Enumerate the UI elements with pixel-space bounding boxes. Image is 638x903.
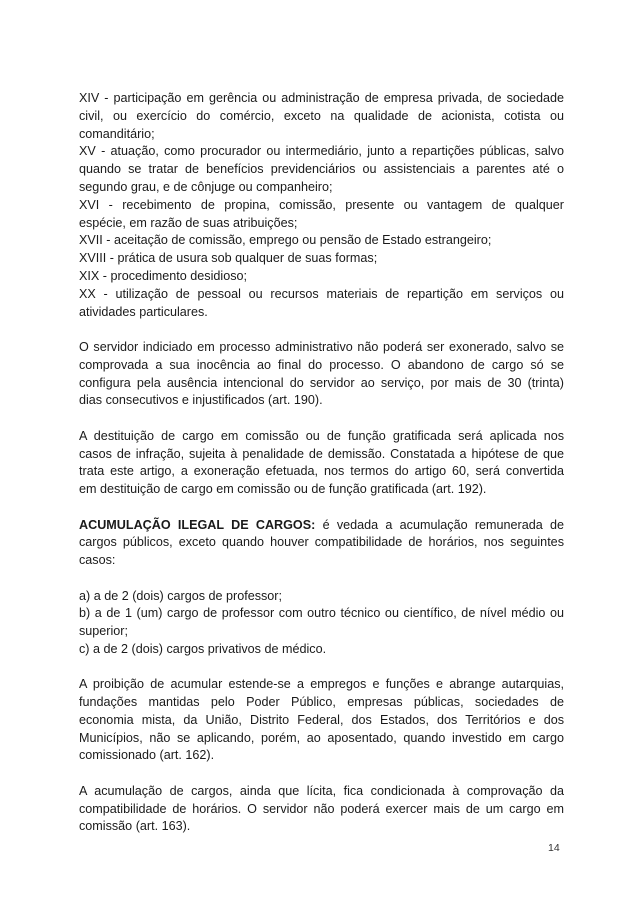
paragraph-exoneracao [79, 339, 564, 410]
text-line: casos: [79, 553, 116, 568]
text-line: O servidor indiciado em processo administrativo não poderá ser exonerado, salvo se [79, 339, 564, 354]
paragraph-destituicao [79, 428, 564, 499]
text-line: economia mista, da União, Distrito Federal, dos Estados, dos Territórios e dos [79, 712, 564, 727]
text-line: XV - atuação, como procurador ou intermediário, junto a repartições públicas, salvo [79, 144, 564, 159]
paragraph-casos [79, 588, 564, 659]
text-line: fundações mantidas pelo Poder Público, empresas públicas, sociedades de [79, 695, 564, 710]
list-item: b) a de 1 (um) cargo de professor com outro técnico ou científico, de nível médio ou [79, 606, 564, 621]
section-heading: ACUMULAÇÃO ILEGAL DE CARGOS: [79, 517, 316, 532]
text-line: espécie, em razão de suas atribuições; [79, 215, 298, 230]
text-line: XVII - aceitação de comissão, emprego ou pensão de Estado estrangeiro; [79, 233, 492, 248]
paragraph-licita [79, 783, 564, 836]
text-line: casos de infração, sujeita à penalidade de demissão. Constatada a hipótese de que [79, 446, 564, 461]
text-line: XIX - procedimento desidioso; [79, 268, 248, 283]
page-number: 14 [548, 842, 560, 854]
list-item: a) a de 2 (dois) cargos de professor; [79, 588, 283, 603]
text-line: dias consecutivos e injustificados (art. 190). [79, 393, 323, 408]
list-item: superior; [79, 624, 128, 639]
paragraph-acumulacao [79, 517, 564, 570]
text-line: comprovada a sua inocência ao final do processo. O abandono de cargo só se [79, 357, 564, 372]
text-line: atividades particulares. [79, 304, 208, 319]
text-line-heading [79, 517, 564, 535]
text-line: XVIII - prática de usura sob qualquer de suas formas; [79, 251, 378, 266]
text-line: compatibilidade de horários. O servidor não poderá exercer mais de um cargo em [79, 801, 564, 816]
text-line: A acumulação de cargos, ainda que lícita, fica condicionada à comprovação da [79, 783, 564, 798]
paragraph-proibicao [79, 676, 564, 765]
text-line: trata este artigo, a exoneração efetuada, nos termos do artigo 60, será convertida [79, 464, 564, 479]
text-line: em destituição de cargo em comissão ou de função gratificada (art. 192). [79, 482, 487, 497]
document-body [79, 90, 564, 854]
text-line: Municípios, não se aplicando, porém, ao aposentado, quando investido em cargo [79, 730, 564, 745]
text-line: quando se tratar de benefícios previdenciários ou assistenciais a parentes até o [79, 162, 564, 177]
text-line: civil, ou exercício do comércio, exceto na qualidade de acionista, cotista ou [79, 108, 564, 123]
list-item: c) a de 2 (dois) cargos privativos de médico. [79, 641, 327, 656]
paragraph-incisos [79, 90, 564, 321]
text-line: A proibição de acumular estende-se a empregos e funções e abrange autarquias, [79, 677, 564, 692]
text-line: cargos públicos, exceto quando houver compatibilidade de horários, nos seguintes [79, 535, 564, 550]
text-line: configura pela ausência intencional do servidor ao serviço, por mais de 30 (trinta) [79, 375, 564, 390]
text-line: A destituição de cargo em comissão ou de função gratificada será aplicada nos [79, 428, 564, 443]
text-line: segundo grau, e de cônjuge ou companheiro; [79, 179, 333, 194]
text-line: comissionado (art. 162). [79, 748, 215, 763]
text-line: XIV - participação em gerência ou administração de empresa privada, de sociedade [79, 91, 564, 105]
text-line: XVI - recebimento de propina, comissão, presente ou vantagem de qualquer [79, 197, 564, 212]
text-line: comissão (art. 163). [79, 819, 191, 834]
text-line: comanditário; [79, 126, 155, 141]
heading-continuation: é vedada a acumulação remunerada de [315, 517, 564, 532]
text-line: XX - utilização de pessoal ou recursos materiais de repartição em serviços ou [79, 286, 564, 301]
